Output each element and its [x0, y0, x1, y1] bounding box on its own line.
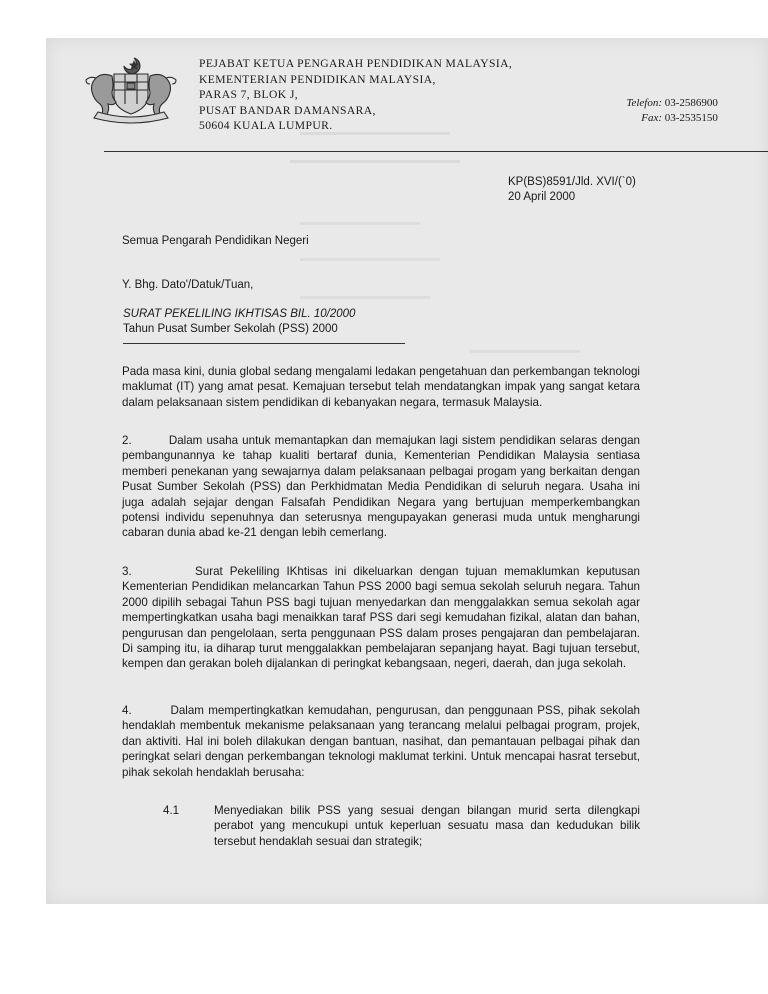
- reference-block: [508, 175, 636, 205]
- addressee: Semua Pengarah Pendidikan Negeri: [122, 235, 309, 247]
- subject-title: SURAT PEKELILING IKHTISAS BIL. 10/2000: [123, 308, 356, 320]
- fax-value: 03-2535150: [664, 112, 718, 124]
- reference-date: 20 April 2000: [508, 191, 576, 203]
- telefon-value: 03-2586900: [664, 97, 718, 109]
- letterhead-line: PARAS 7, BLOK J,: [199, 88, 299, 101]
- fax-row: [608, 111, 718, 126]
- letterhead-divider: [104, 151, 768, 152]
- letterhead-line: PUSAT BANDAR DAMANSARA,: [199, 103, 376, 117]
- salutation: Y. Bhg. Dato'/Datuk/Tuan,: [122, 279, 254, 291]
- letterhead-line: KEMENTERIAN PENDIDIKAN MALAYSIA,: [199, 72, 436, 86]
- paragraph-4: 4. Dalam mempertingkatkan kemudahan, pengurusan, dan penggunaan PSS, pihak sekolah hendaklah membentuk mekanisme pelaksanaan yang terancang melalui pelbagai program, projek, dan aktiviti. Hal ini boleh dilakukan dengan bantuan, nasihat, dan pemantauan pelbagai pihak dan peringkat selari dengan perkembangan teknologi maklumat terkini. Untuk mencapai hasrat tersebut, pihak sekolah hendaklah berusaha:: [122, 704, 640, 779]
- subject-subtitle: Tahun Pusat Sumber Sekolah (PSS) 2000: [123, 323, 338, 335]
- paragraph-1: Pada masa kini, dunia global sedang mengalami ledakan pengetahuan dan perkembangan teknologi maklumat (IT) yang amat pesat. Kemajuan tersebut telah mendatangkan impak yang sangat ketara dalam pelaksanaan sistem pendidikan di kebanyakan negara, termasuk Malaysia.: [122, 365, 640, 409]
- letterhead-address: [199, 56, 512, 134]
- letterhead-contact: [608, 96, 718, 126]
- subitem-text: Menyediakan bilik PSS yang sesuai dengan bilangan murid serta dilengkapi perabot yang mencukupi untuk keperluan sesuatu masa dan kedudukan bilik tersebut hendaklah sesuai dan strategik;: [214, 804, 640, 848]
- letterhead-line: PEJABAT KETUA PENGARAH PENDIDIKAN MALAYSIA,: [199, 57, 513, 70]
- subitem-number: 4.1: [163, 804, 180, 817]
- paragraph-3: 3. Surat Pekeliling IKhtisas ini dikeluarkan dengan tujuan memaklumkan keputusan Kementerian Pendidikan melancarkan Tahun PSS 2000 bagi semua sekolah seluruh negara. Tahun 2000 dipilih sebagai Tahun PSS bagi tujuan menyedarkan dan menggalakkan semua sekolah agar mempertingkatkan usaha bagi menaikkan taraf PSS dari segi kemudahan fizikal, alatan dan bahan, pengurusan dan pengelolaan, serta penggunaan PSS dalam proses pengajaran dan pembelajaran. Di samping itu, ia diharap turut menggalakkan pembelajaran sepanjang hayat. Bagi tujuan tersebut, kempen dan gerakan boleh dijalankan di peringkat kebangsaan, negeri, daerah, dan juga sekolah.: [122, 565, 640, 671]
- telefon-row: [608, 96, 718, 111]
- malaysia-coat-of-arms-icon: [76, 54, 186, 124]
- subject-block: [123, 307, 355, 337]
- reference-code: KP(BS)8591/Jld. XVI/(`0): [508, 176, 636, 188]
- subject-underline: [123, 343, 405, 344]
- fax-label: Fax:: [641, 112, 662, 124]
- telefon-label: Telefon:: [626, 97, 662, 109]
- letterhead-line: 50604 KUALA LUMPUR.: [199, 119, 333, 132]
- paragraph-2: 2. Dalam usaha untuk memantapkan dan memajukan lagi sistem pendidikan selaras dengan pembangunannya ke tahap kualiti bertaraf dunia, Kementerian Pendidikan Malaysia sentiasa memberi penekanan yang sewajarnya dalam pelaksanaan pelbagai progam yang berkaitan dengan Pusat Sumber Sekolah (PSS) dan Perkhidmatan Media Pendidikan di seluruh negara. Usaha ini juga adalah sejajar dengan Falsafah Pendidikan Negara yang bertujuan memperkembangkan potensi individu sepenuhnya dan seterusnya mengupayakan generasi muda untuk mengharungi cabaran dunia abad ke-21 dengan lebih cemerlang.: [122, 434, 640, 540]
